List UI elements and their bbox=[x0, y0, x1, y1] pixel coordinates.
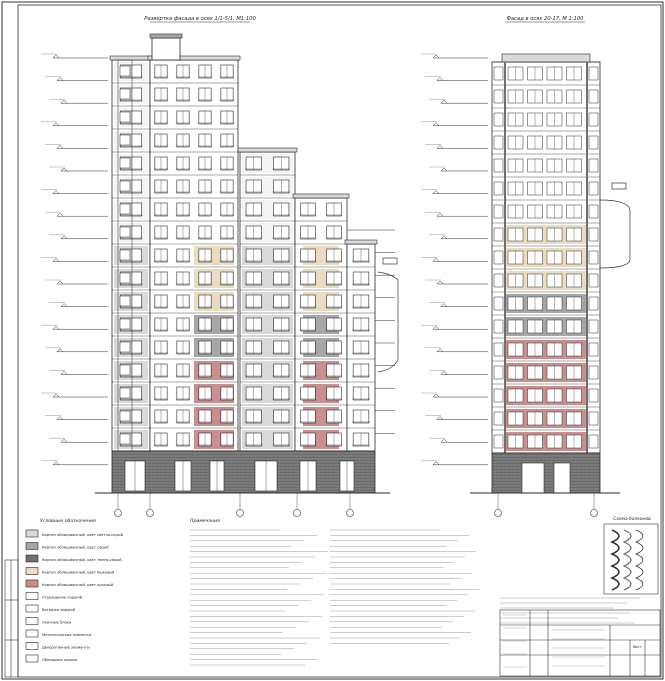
legend-swatch bbox=[26, 543, 38, 550]
legend-item bbox=[26, 580, 114, 587]
axis-marker bbox=[294, 510, 301, 517]
level-mark bbox=[433, 258, 439, 261]
level-mark bbox=[433, 123, 439, 126]
level-mark bbox=[437, 417, 443, 420]
left-facade-title: Развертка фасада в осях 1/1-5/1, М1:100 bbox=[144, 16, 256, 22]
level-mark bbox=[437, 281, 443, 284]
legend-swatch bbox=[26, 630, 38, 637]
scheme-title: Схема балконов bbox=[613, 517, 651, 522]
legend-item bbox=[26, 593, 83, 600]
legend-item bbox=[26, 618, 72, 625]
legend-item bbox=[26, 605, 76, 612]
level-mark bbox=[441, 236, 447, 239]
level-mark bbox=[437, 349, 443, 352]
legend-item bbox=[26, 530, 124, 537]
legend-item bbox=[26, 555, 122, 562]
axis-marker bbox=[495, 510, 502, 517]
notes-block bbox=[190, 518, 479, 665]
level-mark bbox=[441, 304, 447, 307]
right-facade-title: Фасад в осях 20-17, М 1:100 bbox=[506, 16, 584, 22]
level-mark bbox=[433, 55, 439, 58]
ground-floor-plinth bbox=[112, 451, 375, 493]
level-mark bbox=[61, 236, 67, 239]
legend-item bbox=[26, 630, 92, 637]
right-notes bbox=[500, 598, 640, 623]
legend-swatch bbox=[26, 655, 38, 662]
level-mark bbox=[57, 417, 63, 420]
legend-item bbox=[26, 568, 115, 575]
level-mark bbox=[57, 281, 63, 284]
level-mark bbox=[57, 78, 63, 81]
level-mark bbox=[53, 258, 59, 261]
level-mark bbox=[61, 304, 67, 307]
level-mark bbox=[437, 145, 443, 148]
binding-strip bbox=[5, 560, 18, 677]
level-mark bbox=[53, 191, 59, 194]
level-mark bbox=[53, 326, 59, 329]
level-mark bbox=[441, 439, 447, 442]
legend-swatch bbox=[26, 580, 38, 587]
level-mark bbox=[57, 145, 63, 148]
level-mark bbox=[441, 100, 447, 103]
balcony-scheme bbox=[604, 516, 658, 594]
tower-section bbox=[238, 148, 297, 451]
legend-label: Оконные блоки bbox=[42, 620, 72, 625]
level-mark bbox=[433, 394, 439, 397]
notes-heading: Примечания bbox=[190, 519, 220, 524]
tower-section bbox=[345, 240, 377, 451]
tower-section bbox=[148, 56, 240, 451]
legend-label: Облицовка цоколя bbox=[42, 658, 78, 662]
level-mark bbox=[61, 439, 67, 442]
roof-exit bbox=[152, 38, 180, 60]
level-mark bbox=[437, 78, 443, 81]
legend-label: Кирпич облицовочный, цвет светло-серый bbox=[42, 533, 123, 537]
level-mark bbox=[437, 213, 443, 216]
axis-marker bbox=[347, 510, 354, 517]
elevation-marks-right bbox=[421, 54, 488, 465]
stamp-sheet-label: Лист bbox=[632, 645, 642, 649]
level-mark bbox=[433, 326, 439, 329]
axis-marker bbox=[591, 510, 598, 517]
legend-swatch bbox=[26, 618, 38, 625]
axis-marker bbox=[115, 510, 122, 517]
level-mark bbox=[433, 462, 439, 465]
legend-label: Ограждение лоджий bbox=[42, 595, 83, 600]
legend-swatch bbox=[26, 568, 38, 575]
roof-parapet bbox=[502, 54, 590, 62]
legend-swatch bbox=[26, 643, 38, 650]
level-mark bbox=[53, 123, 59, 126]
entrance-opening bbox=[554, 463, 570, 493]
legend-swatch bbox=[26, 530, 38, 537]
ground-floor-plinth bbox=[492, 453, 600, 493]
level-mark bbox=[441, 371, 447, 374]
legend-swatch bbox=[26, 555, 38, 562]
legend-item bbox=[26, 643, 90, 650]
legend-label: Металлические элементы bbox=[42, 633, 92, 637]
axis-marker bbox=[237, 510, 244, 517]
legend-label: Кирпич облицовочный, цвет красный bbox=[42, 583, 114, 587]
level-mark bbox=[61, 371, 67, 374]
level-mark bbox=[53, 55, 59, 58]
legend-label: Декоративные элементы bbox=[42, 645, 90, 650]
level-mark bbox=[53, 394, 59, 397]
level-mark bbox=[57, 213, 63, 216]
facade-right-elevation bbox=[470, 54, 620, 517]
legend-item bbox=[26, 655, 77, 662]
legend-label: Кирпич облицовочный, цвет бежевый bbox=[42, 570, 115, 575]
legend-heading: Условные обозначения bbox=[40, 519, 96, 524]
legend-swatch bbox=[26, 593, 38, 600]
level-mark bbox=[53, 462, 59, 465]
level-mark bbox=[61, 100, 67, 103]
legend bbox=[26, 518, 124, 662]
level-mark bbox=[441, 168, 447, 171]
facade-left-elevation bbox=[95, 34, 390, 517]
legend-swatch bbox=[26, 605, 38, 612]
legend-item bbox=[26, 543, 109, 550]
tower-section bbox=[293, 194, 349, 451]
legend-label: Витражи лоджий bbox=[42, 608, 75, 612]
entrance-opening bbox=[522, 463, 544, 493]
legend-label: Кирпич облицовочный, цвет серый bbox=[42, 545, 109, 550]
legend-label: Кирпич облицовочный, цвет темно-серый bbox=[42, 558, 122, 562]
tower-section bbox=[110, 56, 152, 451]
axis-marker bbox=[147, 510, 154, 517]
level-mark bbox=[433, 191, 439, 194]
level-mark bbox=[61, 168, 67, 171]
level-mark bbox=[57, 349, 63, 352]
